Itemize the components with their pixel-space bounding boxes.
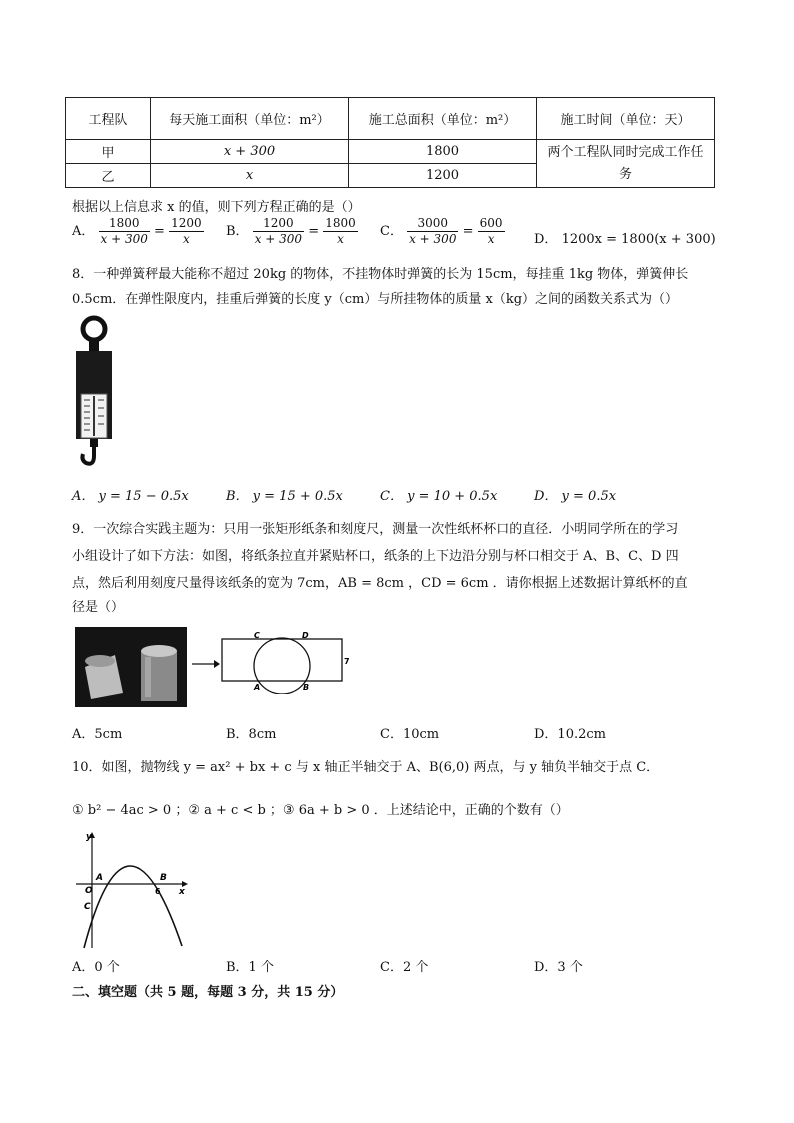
q10-line2: ① b² − 4ac > 0 ；② a + c < b ；③ 6a + b > 0 ．上述结论中，正确的个数有（） xyxy=(72,803,569,818)
label-y: y xyxy=(86,832,92,842)
label-b: B xyxy=(303,683,310,692)
equals: = xyxy=(154,224,165,239)
spring-scale-figure xyxy=(70,312,120,468)
q10-option-d: D．3 个 xyxy=(534,960,583,975)
section-heading: 二、填空题（共 5 题，每题 3 分，共 15 分） xyxy=(72,985,344,1000)
q10-option-a: A．0 个 xyxy=(72,960,120,975)
label-x: x xyxy=(179,887,185,897)
scale-hook xyxy=(82,447,94,464)
table-row xyxy=(66,140,715,164)
option-label: A． xyxy=(72,224,95,239)
q10-line1: 10．如图，抛物线 y = ax² + bx + c 与 x 轴正半轴交于 A、B(6,0) 两点，与 y 轴负半轴交于点 C． xyxy=(72,760,660,775)
total-yi: 1200 xyxy=(349,164,537,188)
numerator: 1800 xyxy=(99,216,150,232)
q8-option-c: C． y = 10 + 0.5x xyxy=(380,489,498,504)
q8-line1: 8．一种弹簧秤最大能称不超过 20kg 的物体，不挂物体时弹簧的长为 15cm，每挂重 1kg 物体，弹簧伸长 xyxy=(72,267,689,282)
label-a: A xyxy=(254,683,261,692)
q9-line4: 径是（） xyxy=(72,600,125,615)
denominator: x + 300 xyxy=(100,232,148,246)
team-jia: 甲 xyxy=(66,140,151,164)
scale-ring xyxy=(83,318,105,340)
cups-photo xyxy=(75,627,187,707)
scale-neck xyxy=(89,339,99,351)
q8-line2: 0.5cm．在弹性限度内，挂重后弹簧的长度 y（cm）与所挂物体的质量 x（kg）之间的函数关系式为（） xyxy=(72,292,679,307)
q9-option-c: C．10cm xyxy=(380,727,440,742)
q8-option-b: B． y = 15 + 0.5x xyxy=(226,489,343,504)
parabola-graph xyxy=(72,830,192,950)
q7-option-c xyxy=(380,216,505,247)
q7-option-a xyxy=(72,216,204,247)
numerator: 1200 xyxy=(253,216,304,232)
daily-yi: x xyxy=(151,164,349,188)
q7-option-b xyxy=(226,216,358,247)
time-note: 两个工程队同时完成工作任务 xyxy=(537,140,715,188)
equals: = xyxy=(308,224,320,239)
q9-line1: 9．一次综合实践主题为：只用一张矩形纸条和刻度尺，测量一次性纸杯杯口的直径．小明同学所在的学习 xyxy=(72,522,679,537)
numerator: 600 xyxy=(479,216,503,230)
paper-strip-diagram xyxy=(218,628,353,694)
q9-option-a: A．5cm xyxy=(72,727,123,742)
label-width: 7 xyxy=(344,657,350,666)
header-team: 工程队 xyxy=(66,98,151,140)
denominator: x xyxy=(487,232,495,246)
denominator: x xyxy=(182,232,190,246)
label-a: A xyxy=(96,873,103,883)
q10-option-c: C．2 个 xyxy=(380,960,429,975)
q9-option-d: D．10.2cm xyxy=(534,727,606,742)
fraction xyxy=(478,216,505,247)
arrow-icon xyxy=(190,658,220,670)
fraction xyxy=(407,216,458,247)
paper-strip xyxy=(222,639,342,681)
header-daily-area: 每天施工面积（单位：m²） xyxy=(151,98,349,140)
scale-hook-stem xyxy=(90,439,98,447)
cup-rim-circle xyxy=(254,638,310,694)
numerator: 3000 xyxy=(407,216,458,232)
fraction xyxy=(253,216,304,247)
q9-option-b: B．8cm xyxy=(226,727,277,742)
option-text: 1200x = 1800(x + 300) xyxy=(561,232,716,247)
denominator: x + 300 xyxy=(254,232,303,246)
option-label: D． xyxy=(534,232,558,247)
numerator: 1800 xyxy=(325,216,356,230)
fraction xyxy=(99,216,150,247)
table-header-row xyxy=(66,98,715,140)
option-label: B． xyxy=(226,224,249,239)
q7-stem: 根据以上信息求 x 的值，则下列方程正确的是（） xyxy=(72,200,361,215)
denominator: x + 300 xyxy=(409,232,457,246)
daily-jia: x + 300 xyxy=(151,140,349,164)
fraction xyxy=(169,216,204,247)
denominator: x xyxy=(337,232,344,246)
label-six: 6 xyxy=(155,887,161,896)
header-time: 施工时间（单位：天） xyxy=(537,98,715,140)
numerator: 1200 xyxy=(171,216,202,230)
q7-option-d xyxy=(534,228,716,247)
q10-option-b: B．1 个 xyxy=(226,960,274,975)
label-d: D xyxy=(302,631,309,640)
construction-table xyxy=(65,97,715,188)
label-c: C xyxy=(84,902,91,912)
label-o: O xyxy=(85,886,93,896)
option-label: C． xyxy=(380,224,403,239)
header-total-area: 施工总面积（单位：m²） xyxy=(349,98,537,140)
label-b: B xyxy=(160,873,167,883)
team-yi: 乙 xyxy=(66,164,151,188)
label-c: C xyxy=(254,631,260,640)
q9-line2: 小组设计了如下方法：如图，将纸条拉直并紧贴杯口，纸条的上下边沿分别与杯口相交于 A、B、C、D 四 xyxy=(72,549,679,564)
q8-option-d: D． y = 0.5x xyxy=(534,489,617,504)
q8-option-a: A． y = 15 − 0.5x xyxy=(72,489,189,504)
equals: = xyxy=(462,224,474,239)
total-jia: 1800 xyxy=(349,140,537,164)
fraction xyxy=(323,216,358,247)
q9-line3: 点，然后利用刻度尺量得该纸条的宽为 7cm，AB = 8cm ，CD = 6cm ．请你根据上述数据计算纸杯的直 xyxy=(72,576,688,591)
